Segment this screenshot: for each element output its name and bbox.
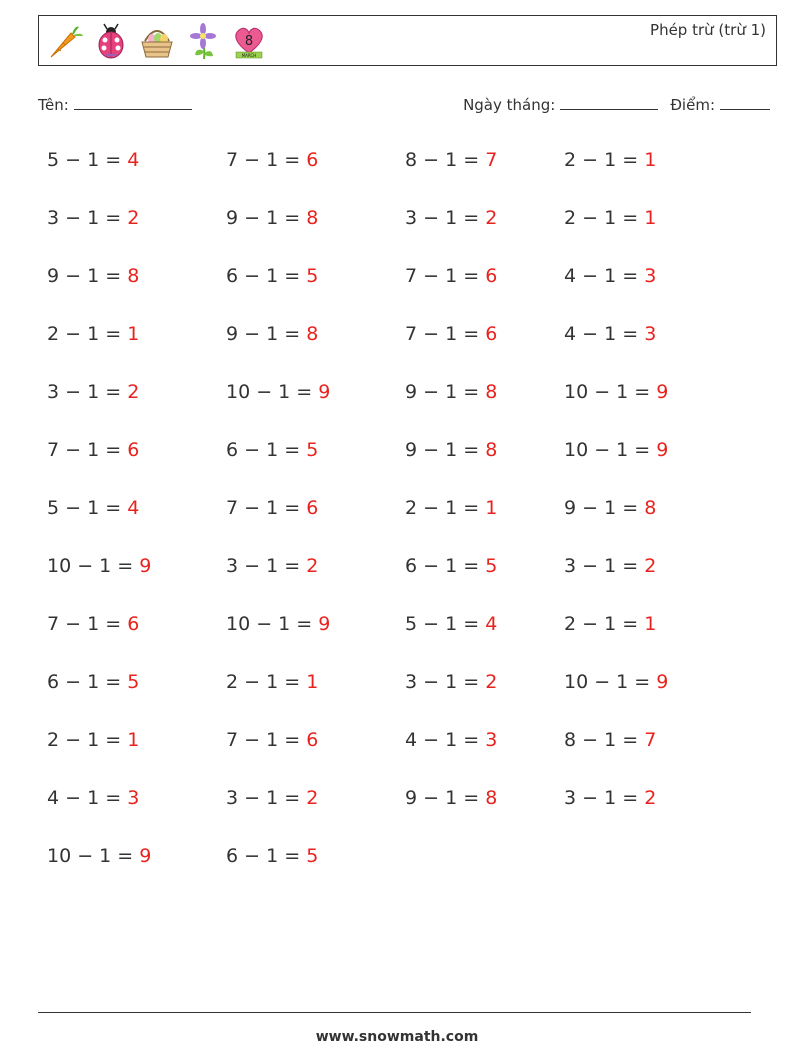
problem-question: 4 − 1 = <box>47 787 122 809</box>
problem-answer: 2 <box>306 555 319 577</box>
problem-item <box>564 493 724 551</box>
problem-question: 8 − 1 = <box>564 729 639 751</box>
problem-answer: 5 <box>306 439 319 461</box>
problem-answer: 8 <box>127 265 140 287</box>
problem-question: 10 − 1 = <box>564 671 651 693</box>
date-label: Ngày tháng: <box>463 96 556 114</box>
problem-answer: 9 <box>318 613 331 635</box>
problem-question: 3 − 1 = <box>47 207 122 229</box>
problem-item <box>564 203 724 261</box>
problem-item <box>226 841 405 899</box>
flower-icon <box>183 21 223 61</box>
problem-question: 7 − 1 = <box>226 149 301 171</box>
problem-question: 5 − 1 = <box>405 613 480 635</box>
problem-answer: 9 <box>139 845 152 867</box>
problem-answer: 6 <box>127 439 140 461</box>
problem-answer: 8 <box>485 439 498 461</box>
problem-answer: 2 <box>644 555 657 577</box>
problem-answer: 1 <box>485 497 498 519</box>
problem-answer: 1 <box>127 323 140 345</box>
problem-question: 5 − 1 = <box>47 149 122 171</box>
problem-item <box>226 667 405 725</box>
problem-question: 7 − 1 = <box>405 265 480 287</box>
ladybug-icon <box>91 21 131 61</box>
problem-question: 10 − 1 = <box>564 381 651 403</box>
problem-item <box>405 261 564 319</box>
problem-question: 10 − 1 = <box>564 439 651 461</box>
problem-item <box>564 435 724 493</box>
problem-item <box>405 609 564 667</box>
problem-question: 7 − 1 = <box>405 323 480 345</box>
problem-item <box>564 319 724 377</box>
problem-answer: 9 <box>139 555 152 577</box>
problem-item <box>564 261 724 319</box>
problem-answer: 8 <box>644 497 657 519</box>
problem-item <box>564 667 724 725</box>
problem-answer: 3 <box>127 787 140 809</box>
problem-question: 2 − 1 = <box>564 613 639 635</box>
problem-question: 3 − 1 = <box>405 207 480 229</box>
problem-item <box>405 667 564 725</box>
problem-item <box>564 725 724 783</box>
problem-question: 10 − 1 = <box>226 613 313 635</box>
problem-answer: 5 <box>306 265 319 287</box>
problem-question: 4 − 1 = <box>564 265 639 287</box>
problem-item <box>226 551 405 609</box>
problem-answer: 9 <box>656 381 669 403</box>
problem-answer: 2 <box>127 207 140 229</box>
problem-answer: 7 <box>644 729 657 751</box>
problem-question: 2 − 1 = <box>47 729 122 751</box>
student-info-row <box>38 93 770 115</box>
problem-item <box>564 377 724 435</box>
problem-answer: 1 <box>644 207 657 229</box>
problem-item <box>226 319 405 377</box>
problem-question: 7 − 1 = <box>226 729 301 751</box>
date-blank-line[interactable] <box>560 93 658 110</box>
problem-answer: 3 <box>485 729 498 751</box>
problem-item <box>405 493 564 551</box>
problem-question: 10 − 1 = <box>47 555 134 577</box>
icon-strip <box>45 21 275 61</box>
problem-answer: 6 <box>485 323 498 345</box>
problem-item <box>405 551 564 609</box>
problem-item <box>226 261 405 319</box>
problem-question: 3 − 1 = <box>564 787 639 809</box>
problem-question: 9 − 1 = <box>405 439 480 461</box>
problem-question: 9 − 1 = <box>47 265 122 287</box>
problem-answer: 2 <box>485 671 498 693</box>
problem-question: 2 − 1 = <box>47 323 122 345</box>
problem-item <box>47 725 226 783</box>
problem-answer: 1 <box>644 149 657 171</box>
problem-question: 7 − 1 = <box>47 439 122 461</box>
problem-question: 3 − 1 = <box>47 381 122 403</box>
date-score-fields <box>463 93 770 114</box>
problem-answer: 8 <box>485 787 498 809</box>
problem-item <box>47 145 226 203</box>
problem-question: 9 − 1 = <box>405 787 480 809</box>
name-blank-line[interactable] <box>74 93 192 110</box>
problem-question: 7 − 1 = <box>47 613 122 635</box>
problem-answer: 7 <box>485 149 498 171</box>
header-box <box>38 15 777 66</box>
problem-question: 9 − 1 = <box>226 323 301 345</box>
problem-answer: 4 <box>485 613 498 635</box>
problem-question: 6 − 1 = <box>405 555 480 577</box>
problem-answer: 2 <box>644 787 657 809</box>
problem-answer: 5 <box>485 555 498 577</box>
problem-item <box>47 319 226 377</box>
problem-question: 2 − 1 = <box>564 207 639 229</box>
problem-question: 3 − 1 = <box>226 555 301 577</box>
problem-item <box>226 725 405 783</box>
problem-answer: 2 <box>485 207 498 229</box>
problem-answer: 9 <box>318 381 331 403</box>
problem-answer: 1 <box>644 613 657 635</box>
problem-answer: 3 <box>644 265 657 287</box>
problem-item <box>47 435 226 493</box>
problem-answer: 9 <box>656 439 669 461</box>
problem-item <box>47 841 226 899</box>
problem-question: 8 − 1 = <box>405 149 480 171</box>
problem-answer: 1 <box>306 671 319 693</box>
problem-item <box>47 667 226 725</box>
problem-question: 5 − 1 = <box>47 497 122 519</box>
problem-item <box>226 493 405 551</box>
problem-item <box>47 783 226 841</box>
problem-item <box>47 377 226 435</box>
problem-answer: 1 <box>127 729 140 751</box>
problem-answer: 8 <box>306 323 319 345</box>
problem-item <box>226 203 405 261</box>
sheet-title: Phép trừ (trừ 1) <box>650 21 766 39</box>
problem-item <box>405 725 564 783</box>
problem-item <box>226 609 405 667</box>
problem-item <box>47 261 226 319</box>
problem-item <box>405 783 564 841</box>
problem-answer: 5 <box>127 671 140 693</box>
problem-item <box>405 203 564 261</box>
problem-answer: 4 <box>127 149 140 171</box>
problem-answer: 6 <box>485 265 498 287</box>
problem-question: 10 − 1 = <box>226 381 313 403</box>
problem-question: 3 − 1 = <box>564 555 639 577</box>
problem-grid <box>47 145 727 899</box>
problem-question: 6 − 1 = <box>226 265 301 287</box>
problem-question: 3 − 1 = <box>226 787 301 809</box>
problem-item <box>405 145 564 203</box>
problem-question: 6 − 1 = <box>226 439 301 461</box>
problem-item <box>405 319 564 377</box>
problem-question: 2 − 1 = <box>226 671 301 693</box>
name-label: Tên: <box>38 96 69 114</box>
problem-answer: 6 <box>127 613 140 635</box>
problem-item <box>564 783 724 841</box>
score-label: Điểm: <box>670 96 715 114</box>
problem-question: 6 − 1 = <box>226 845 301 867</box>
problem-answer: 6 <box>306 149 319 171</box>
problem-item <box>47 609 226 667</box>
problem-question: 9 − 1 = <box>405 381 480 403</box>
problem-question: 7 − 1 = <box>226 497 301 519</box>
march-ribbon-text: MARCH <box>241 53 257 58</box>
problem-item <box>564 609 724 667</box>
footer-divider <box>38 1012 751 1013</box>
problem-item <box>226 435 405 493</box>
problem-answer: 5 <box>306 845 319 867</box>
problem-item <box>47 493 226 551</box>
problem-item <box>405 377 564 435</box>
name-field <box>38 93 192 114</box>
problem-item <box>47 203 226 261</box>
problem-answer: 6 <box>306 729 319 751</box>
score-blank-line[interactable] <box>720 93 770 110</box>
carrot-icon <box>45 21 85 61</box>
footer-url[interactable]: www.snowmath.com <box>315 1029 479 1045</box>
problem-item <box>564 145 724 203</box>
problem-answer: 6 <box>306 497 319 519</box>
problem-question: 4 − 1 = <box>564 323 639 345</box>
problem-answer: 4 <box>127 497 140 519</box>
problem-answer: 2 <box>306 787 319 809</box>
problem-item <box>47 551 226 609</box>
problem-item <box>226 377 405 435</box>
problem-question: 9 − 1 = <box>564 497 639 519</box>
problem-answer: 2 <box>127 381 140 403</box>
problem-answer: 3 <box>644 323 657 345</box>
heart-number-text: 8 <box>244 34 254 49</box>
problem-answer: 9 <box>656 671 669 693</box>
problem-question: 2 − 1 = <box>405 497 480 519</box>
easter-basket-icon <box>137 21 177 61</box>
problem-question: 10 − 1 = <box>47 845 134 867</box>
problem-question: 6 − 1 = <box>47 671 122 693</box>
problem-question: 3 − 1 = <box>405 671 480 693</box>
problem-question: 2 − 1 = <box>564 149 639 171</box>
problem-answer: 8 <box>306 207 319 229</box>
problem-question: 4 − 1 = <box>405 729 480 751</box>
problem-item <box>226 783 405 841</box>
march-8-heart-icon <box>229 21 269 61</box>
problem-question: 9 − 1 = <box>226 207 301 229</box>
problem-item <box>405 435 564 493</box>
problem-item <box>564 551 724 609</box>
problem-answer: 8 <box>485 381 498 403</box>
problem-item <box>226 145 405 203</box>
